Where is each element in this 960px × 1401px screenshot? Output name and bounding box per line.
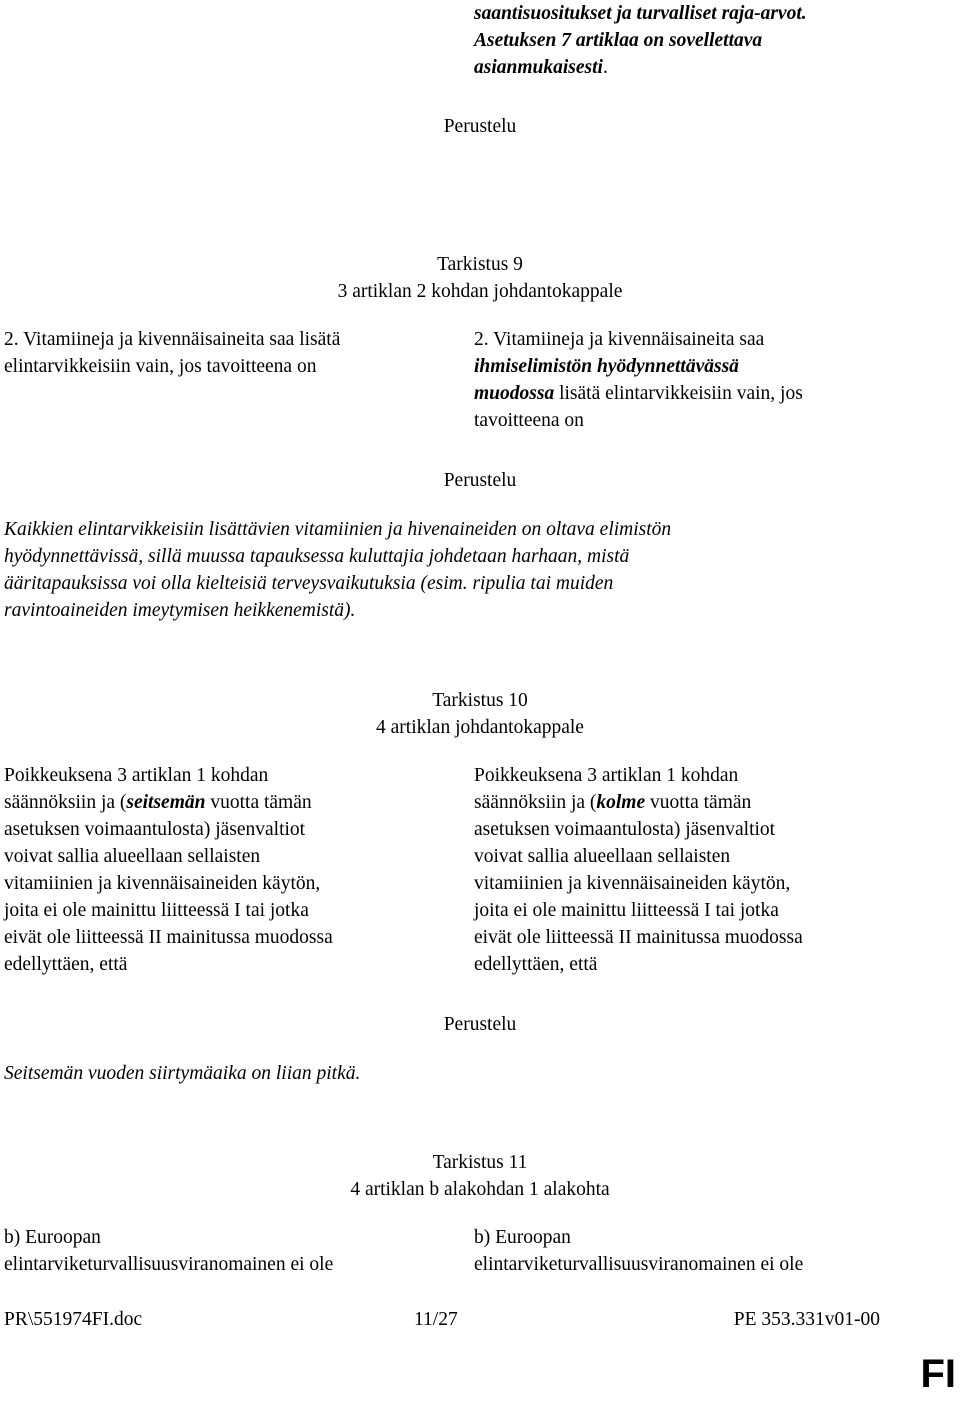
amendment-10-left-line-2-pre: säännöksiin ja ( — [4, 792, 127, 813]
amendment-9-justification-line-2: hyödynnettävissä, sillä muussa tapauksessa kuluttajia johdetaan harhaan, mistä — [4, 546, 630, 567]
amendment-11-left-column — [4, 1224, 444, 1278]
amendment-10-right-line-8: edellyttäen, että — [474, 954, 598, 975]
amendment-10-right-column — [474, 762, 960, 978]
amendment-11-ref: 4 artiklan b alakohdan 1 alakohta — [350, 1179, 610, 1200]
amendment-11-title: Tarkistus 11 — [432, 1152, 528, 1173]
footer-language-code: FI — [920, 1352, 956, 1396]
amendment-10-right-line-4: voivat sallia alueellaan sellaisten — [474, 846, 731, 867]
top-right-line-3 — [474, 54, 960, 81]
top-right-line-3-text: asianmukaisesti — [474, 57, 603, 78]
amendment-9-justification-line-3: ääritapauksissa voi olla kielteisiä terveysvaikutuksia (esim. ripulia tai muiden — [4, 573, 614, 594]
amendment-10-right-line-1: Poikkeuksena 3 artiklan 1 kohdan — [474, 765, 739, 786]
amendment-10-right-line-6: joita ei ole mainittu liitteessä I tai jotka — [474, 900, 779, 921]
amendment-10-left-column — [4, 762, 444, 978]
amendment-11-right-column — [474, 1224, 960, 1278]
footer-page-number: 11/27 — [414, 1309, 458, 1330]
amendment-10-left-line-1: Poikkeuksena 3 artiklan 1 kohdan — [4, 765, 269, 786]
amendment-10-left-line-2-bold: seitsemän — [126, 792, 206, 813]
amendment-10-left-line-7: eivät ole liitteessä II mainitussa muodossa — [4, 927, 333, 948]
amendment-9-left-line-2: elintarvikkeisiin vain, jos tavoitteena on — [4, 356, 317, 377]
amendment-9-right-line-3 — [474, 380, 960, 407]
amendment-9-right-line-3-rest: lisätä elintarvikkeisiin vain, jos — [554, 383, 803, 404]
top-right-line-2: Asetuksen 7 artiklaa on sovellettava — [474, 30, 763, 51]
amendment-9-title: Tarkistus 9 — [437, 254, 523, 275]
perustelu-heading-3: Perustelu — [443, 1014, 517, 1035]
top-right-continuation — [474, 0, 960, 81]
perustelu-heading-2: Perustelu — [443, 470, 517, 491]
footer-doc-name: PR\551974FI.doc — [4, 1309, 143, 1330]
amendment-9-left-column — [4, 326, 444, 380]
amendment-9-right-line-2: ihmiselimistön hyödynnettävässä — [474, 356, 739, 377]
amendment-9-right-line-3-bold: muodossa — [474, 383, 555, 404]
amendment-11-right-line-1: b) Euroopan — [474, 1227, 571, 1248]
amendment-9-right-line-1: 2. Vitamiineja ja kivennäisaineita saa — [474, 329, 765, 350]
perustelu-heading-1: Perustelu — [443, 116, 517, 137]
amendment-10-right-line-2-post: vuotta tämän — [645, 792, 752, 813]
footer-pe-reference: PE 353.331v01-00 — [733, 1309, 880, 1330]
amendment-10-left-line-4: voivat sallia alueellaan sellaisten — [4, 846, 261, 867]
amendment-10-justification: Seitsemän vuoden siirtymäaika on liian pitkä. — [4, 1063, 361, 1084]
amendment-10-right-line-2-bold: kolme — [596, 792, 646, 813]
amendment-10-right-line-2 — [474, 789, 960, 816]
amendment-10-right-line-3: asetuksen voimaantulosta) jäsenvaltiot — [474, 819, 776, 840]
amendment-9-left-line-1: 2. Vitamiineja ja kivennäisaineita saa lisätä — [4, 329, 341, 350]
amendment-10-left-line-5: vitamiinien ja kivennäisaineiden käytön, — [4, 873, 321, 894]
amendment-11-left-line-2: elintarviketurvallisuusviranomainen ei ole — [4, 1254, 334, 1275]
amendment-11-left-line-1: b) Euroopan — [4, 1227, 101, 1248]
amendment-10-right-line-2-pre: säännöksiin ja ( — [474, 792, 597, 813]
amendment-9-right-column — [474, 326, 960, 434]
amendment-10-right-line-7: eivät ole liitteessä II mainitussa muodossa — [474, 927, 803, 948]
amendment-10-left-line-6: joita ei ole mainittu liitteessä I tai jotka — [4, 900, 309, 921]
amendment-9-justification — [4, 516, 954, 624]
amendment-11-right-line-2: elintarviketurvallisuusviranomainen ei ole — [474, 1254, 804, 1275]
amendment-10-left-line-2-post: vuotta tämän — [205, 792, 312, 813]
amendment-10-left-line-8: edellyttäen, että — [4, 954, 128, 975]
amendment-9-justification-line-4: ravintoaineiden imeytymisen heikkenemistä). — [4, 600, 356, 621]
amendment-9-ref: 3 artiklan 2 kohdan johdantokappale — [337, 281, 623, 302]
amendment-10-title: Tarkistus 10 — [432, 690, 528, 711]
amendment-9-justification-line-1: Kaikkien elintarvikkeisiin lisättävien vitamiinien ja hivenaineiden on oltava elimistön — [4, 519, 672, 540]
amendment-10-left-line-3: asetuksen voimaantulosta) jäsenvaltiot — [4, 819, 306, 840]
amendment-9-right-line-4: tavoitteena on — [474, 410, 584, 431]
top-right-line-3-end: . — [602, 57, 608, 78]
amendment-10-ref: 4 artiklan johdantokappale — [376, 717, 584, 738]
amendment-10-left-line-2 — [4, 789, 444, 816]
amendment-10-right-line-5: vitamiinien ja kivennäisaineiden käytön, — [474, 873, 791, 894]
top-right-line-1: saantisuositukset ja turvalliset raja-arvot. — [474, 3, 807, 24]
